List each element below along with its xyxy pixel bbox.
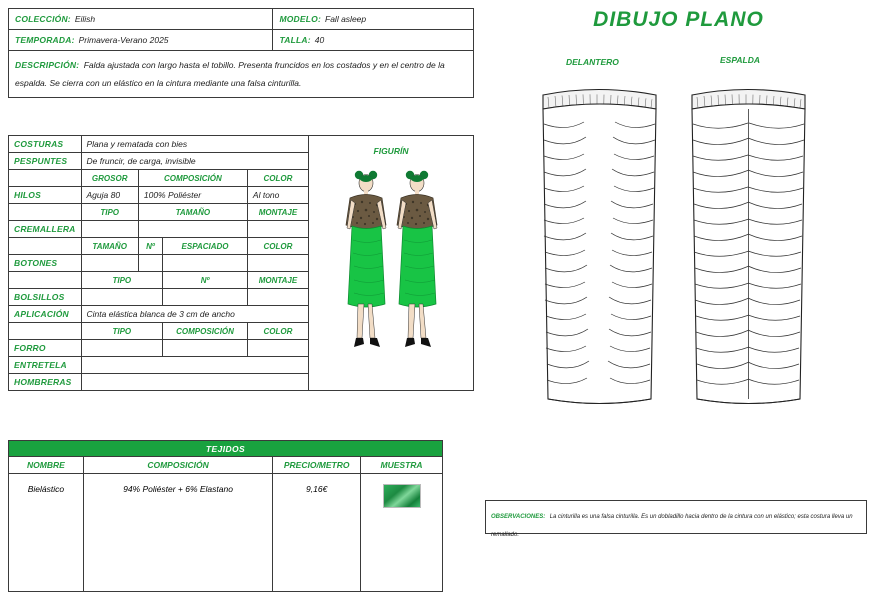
observaciones-value: La cinturilla es una falsa cinturilla. Es un dobladillo hacia dentro de la cintura con un elástico; esta costura lleva un remallado. [491,514,853,538]
tejidos-col-composicion: COMPOSICIÓN [83,457,272,474]
tejidos-title-row [9,441,443,457]
figure-back [397,170,437,346]
botones-tamano [81,255,138,272]
botones-label: BOTONES [9,255,82,272]
hilos-hdr-color: COLOR [247,170,308,187]
croquis-svg [314,156,468,384]
tejidos-title: TEJIDOS [9,441,443,457]
dibujo-plano-panel [480,0,877,588]
hilos-hdr-grosor: GROSOR [81,170,138,187]
spacer-cell [9,323,82,340]
forro-hdr-tipo: TIPO [81,323,163,340]
botones-hdr-tamano: TAMAÑO [81,238,138,255]
figurin-label: FIGURÍN [373,145,409,156]
coleccion-cell [9,9,273,29]
cremallera-hdr-tamano: TAMAÑO [138,204,247,221]
tejidos-table [8,440,443,592]
botones-hdr-n: Nº [138,238,162,255]
pespuntes-label: PESPUNTES [9,153,82,170]
entretela-label: ENTRETELA [9,357,82,374]
botones-color [247,255,308,272]
entretela-value [81,357,309,374]
costuras-value: Plana y rematada con bies [81,136,309,153]
bolsillos-n [163,289,248,306]
hilos-color: Al tono [247,187,308,204]
botones-n [138,255,162,272]
tejidos-col-nombre: NOMBRE [9,457,84,474]
cremallera-tamano [138,221,247,238]
observaciones-box [485,500,867,538]
hilos-hdr-composicion: COMPOSICIÓN [138,170,247,187]
flat-front [543,90,656,404]
spec-table [8,135,474,391]
delantero-label: DELANTERO [566,57,619,67]
bolsillos-hdr-montaje: MONTAJE [247,272,308,289]
modelo-value: Fall asleep [325,14,367,24]
tejidos-col-muestra: MUESTRA [361,457,443,474]
table-row [9,474,443,592]
coleccion-value: Eilish [74,14,96,24]
bolsillos-hdr-n: Nº [163,272,248,289]
figurin-illustration [314,156,468,386]
botones-hdr-espaciado: ESPACIADO [163,238,248,255]
tejido-precio: 9,16€ [273,474,361,592]
hilos-composicion: 100% Poliéster [138,187,247,204]
cremallera-tipo [81,221,138,238]
forro-color [247,340,308,357]
hilos-grosor: Aguja 80 [81,187,138,204]
forro-composicion [163,340,248,357]
flat-drawing-svg [480,70,877,490]
cremallera-hdr-tipo: TIPO [81,204,138,221]
forro-hdr-color: COLOR [247,323,308,340]
spacer-cell [9,170,82,187]
modelo-cell [273,9,473,29]
figure-front [346,170,386,346]
observaciones-label: OBSERVACIONES: [491,514,546,520]
tejido-composicion: 94% Poliéster + 6% Elastano [83,474,272,592]
costuras-label: COSTURAS [9,136,82,153]
bolsillos-label: BOLSILLOS [9,289,82,306]
figurin-cell [309,136,474,391]
tejido-nombre: Bielástico [9,474,84,592]
hombreras-value [81,374,309,391]
aplicacion-label: APLICACIÓN [9,306,82,323]
forro-tipo [81,340,163,357]
forro-hdr-composicion: COMPOSICIÓN [163,323,248,340]
botones-hdr-color: COLOR [247,238,308,255]
descripcion-cell [9,51,473,97]
forro-label: FORRO [9,340,82,357]
talla-label: TALLA: [279,35,311,45]
spec-row-costuras [9,136,474,153]
hilos-label: HILOS [9,187,82,204]
fabric-swatch-icon [383,484,421,508]
tejidos-col-precio: PRECIO/METRO [273,457,361,474]
talla-value: 40 [314,35,325,45]
spacer-cell [9,238,82,255]
modelo-label: MODELO: [279,14,322,24]
temporada-label: TEMPORADA: [15,35,75,45]
bolsillos-tipo [81,289,163,306]
cremallera-label: CREMALLERA [9,221,82,238]
tejido-muestra [361,474,443,592]
coleccion-label: COLECCIÓN: [15,14,71,24]
talla-cell [273,30,473,50]
spacer-cell [9,204,82,221]
bolsillos-hdr-tipo: TIPO [81,272,163,289]
header-row-coleccion-modelo [9,9,473,30]
header-row-temporada-talla [9,30,473,51]
dibujo-plano-title: DIBUJO PLANO [593,8,764,31]
botones-espaciado [163,255,248,272]
aplicacion-value: Cinta elástica blanca de 3 cm de ancho [81,306,309,323]
temporada-value: Primavera-Verano 2025 [78,35,169,45]
spacer-cell [9,272,82,289]
descripcion-label: DESCRIPCIÓN: [15,60,80,70]
temporada-cell [9,30,273,50]
espalda-label: ESPALDA [720,55,760,65]
hombreras-label: HOMBRERAS [9,374,82,391]
bolsillos-montaje [247,289,308,306]
pespuntes-value: De fruncir, de carga, invisible [81,153,309,170]
tejidos-header-row [9,457,443,474]
header-table [8,8,474,98]
descripcion-value: Falda ajustada con largo hasta el tobillo. Presenta fruncidos en los costados y en el centro de la espalda. Se cierra con un elástico en la cintura mediante una falsa cinturilla. [15,60,445,88]
cremallera-montaje [247,221,308,238]
flat-back [692,90,805,404]
header-row-descripcion [9,51,473,97]
cremallera-hdr-montaje: MONTAJE [247,204,308,221]
